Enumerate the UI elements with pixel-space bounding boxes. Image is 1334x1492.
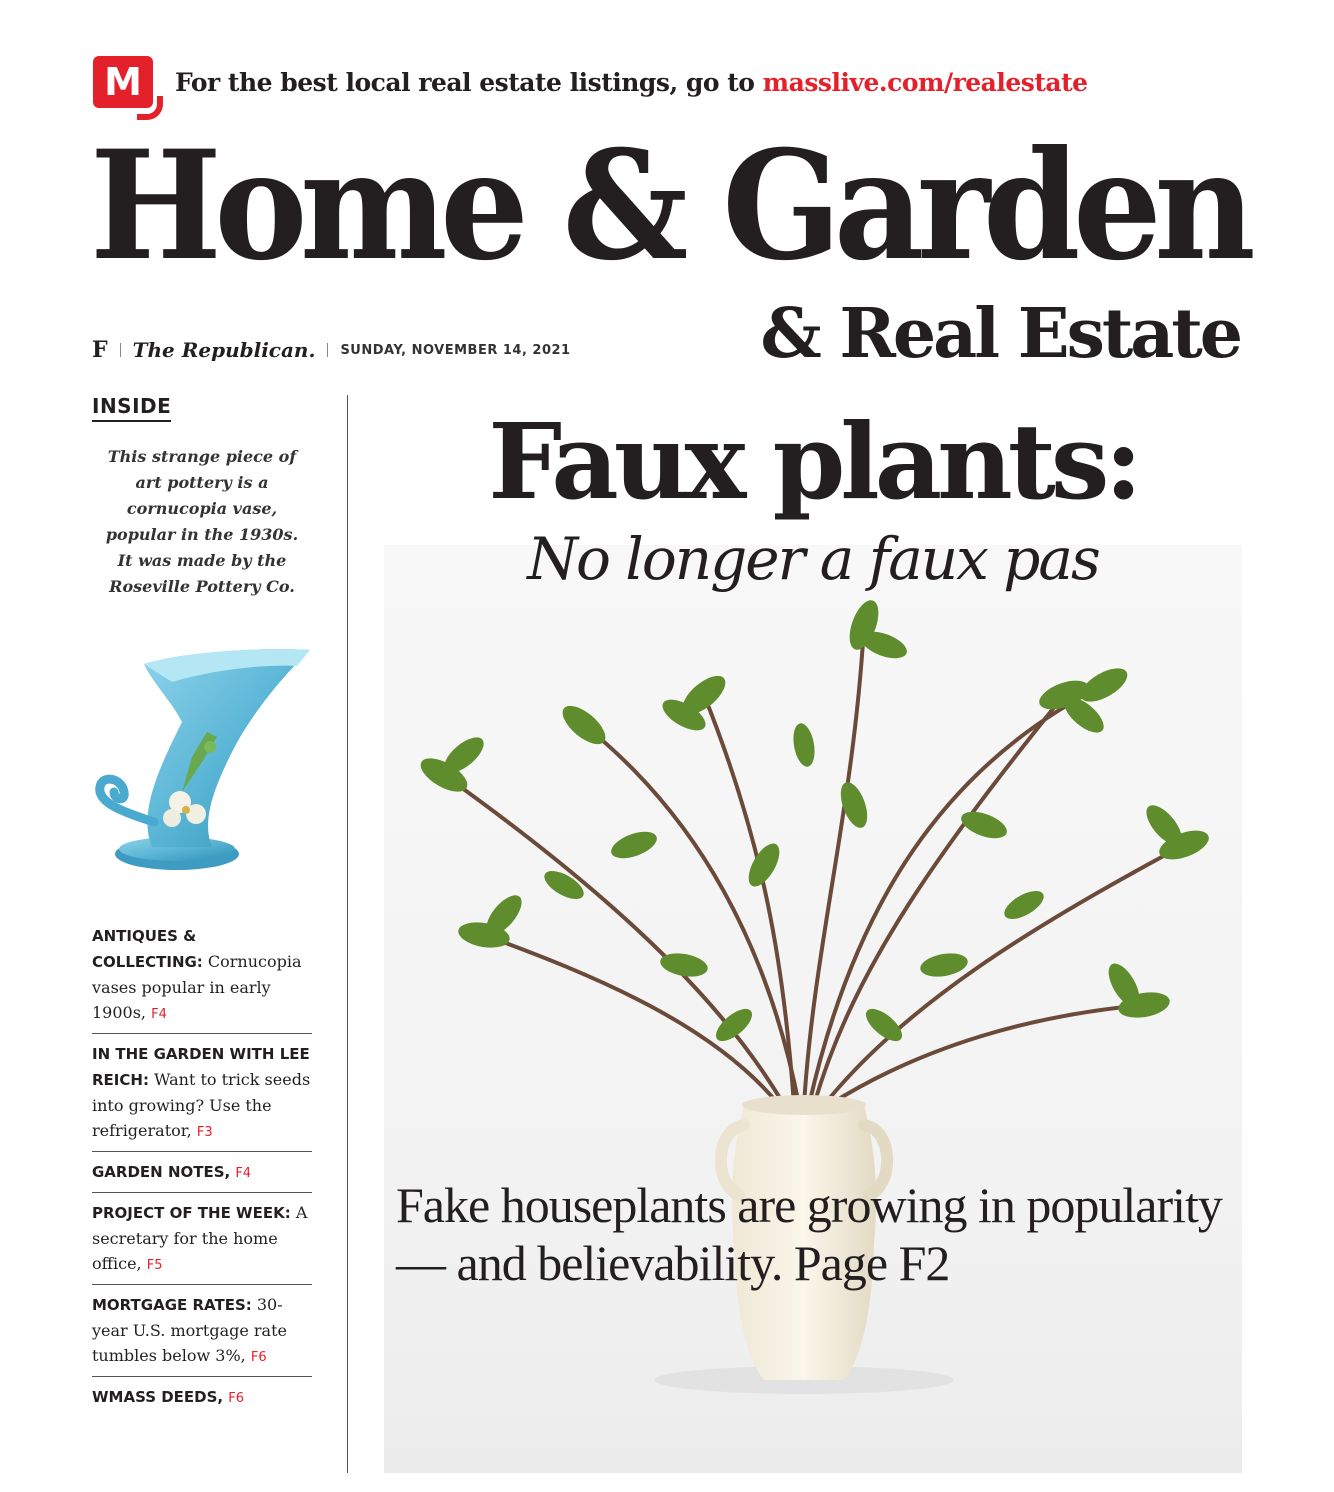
inside-sidebar xyxy=(92,394,312,1406)
inside-contents xyxy=(92,916,312,1417)
toc-item-garden-notes[interactable] xyxy=(92,1152,312,1193)
toc-text: Cornucopia vases popular in early 1900s, xyxy=(92,952,302,1022)
feature-tease[interactable]: Fake houseplants are growing in popularity — and believability. Page F2 xyxy=(396,1177,1222,1291)
toc-page: F4 xyxy=(235,1166,252,1181)
section-subtitle: & Real Estate xyxy=(760,294,1240,374)
toc-item-project[interactable] xyxy=(92,1193,312,1285)
dateline xyxy=(92,335,571,365)
plant-in-vase-image xyxy=(384,545,1242,1473)
toc-text: 30-year U.S. mortgage rate tumbles below 3%, xyxy=(92,1295,287,1365)
toc-item-deeds[interactable] xyxy=(92,1377,312,1417)
toc-label: WMASS DEEDS, xyxy=(92,1388,224,1406)
cornucopia-vase-image xyxy=(92,642,312,882)
inside-heading: INSIDE xyxy=(92,394,171,422)
promo-link[interactable]: masslive.com/realestate xyxy=(762,68,1088,97)
toc-item-antiques[interactable] xyxy=(92,916,312,1034)
toc-text: A secretary for the home office, xyxy=(92,1203,308,1273)
column-divider xyxy=(347,395,348,1473)
issue-date: SUNDAY, NOVEMBER 14, 2021 xyxy=(340,342,571,358)
toc-label: GARDEN NOTES, xyxy=(92,1163,231,1181)
toc-item-garden[interactable] xyxy=(92,1034,312,1152)
promo-text xyxy=(175,68,1088,97)
feature-subhead: No longer a faux pas xyxy=(527,525,1099,593)
newspaper-name: The Republican. xyxy=(132,338,316,362)
promo-message: For the best local real estate listings, go to xyxy=(175,68,763,97)
toc-page: F3 xyxy=(196,1125,213,1140)
divider xyxy=(120,343,121,357)
toc-label: PROJECT OF THE WEEK: xyxy=(92,1204,291,1222)
toc-page: F6 xyxy=(250,1350,267,1365)
toc-page: F4 xyxy=(151,1007,167,1022)
divider xyxy=(327,343,328,357)
toc-text: Want to trick seeds into growing? Use the refrigerator, xyxy=(92,1070,311,1140)
photo-caption: This strange piece of art pottery is a cornucopia vase, popular in the 1930s. It was made by the Roseville Pottery Co. xyxy=(105,447,299,596)
faux-plant-photo xyxy=(384,545,1242,1473)
toc-label: MORTGAGE RATES: xyxy=(92,1296,252,1314)
toc-page: F6 xyxy=(228,1391,244,1406)
toc-page: F5 xyxy=(146,1258,163,1273)
section-letter: F xyxy=(92,337,108,363)
masslive-logo-icon: M xyxy=(93,56,153,108)
section-title: Home & Garden xyxy=(90,118,1249,294)
toc-label: IN THE GARDEN WITH LEE REICH: xyxy=(92,1045,310,1089)
logo-tail xyxy=(137,96,163,120)
toc-label: ANTIQUES & COLLECTING: xyxy=(92,927,203,971)
feature-headline: Faux plants: xyxy=(488,400,1138,523)
toc-item-mortgage[interactable] xyxy=(92,1285,312,1377)
